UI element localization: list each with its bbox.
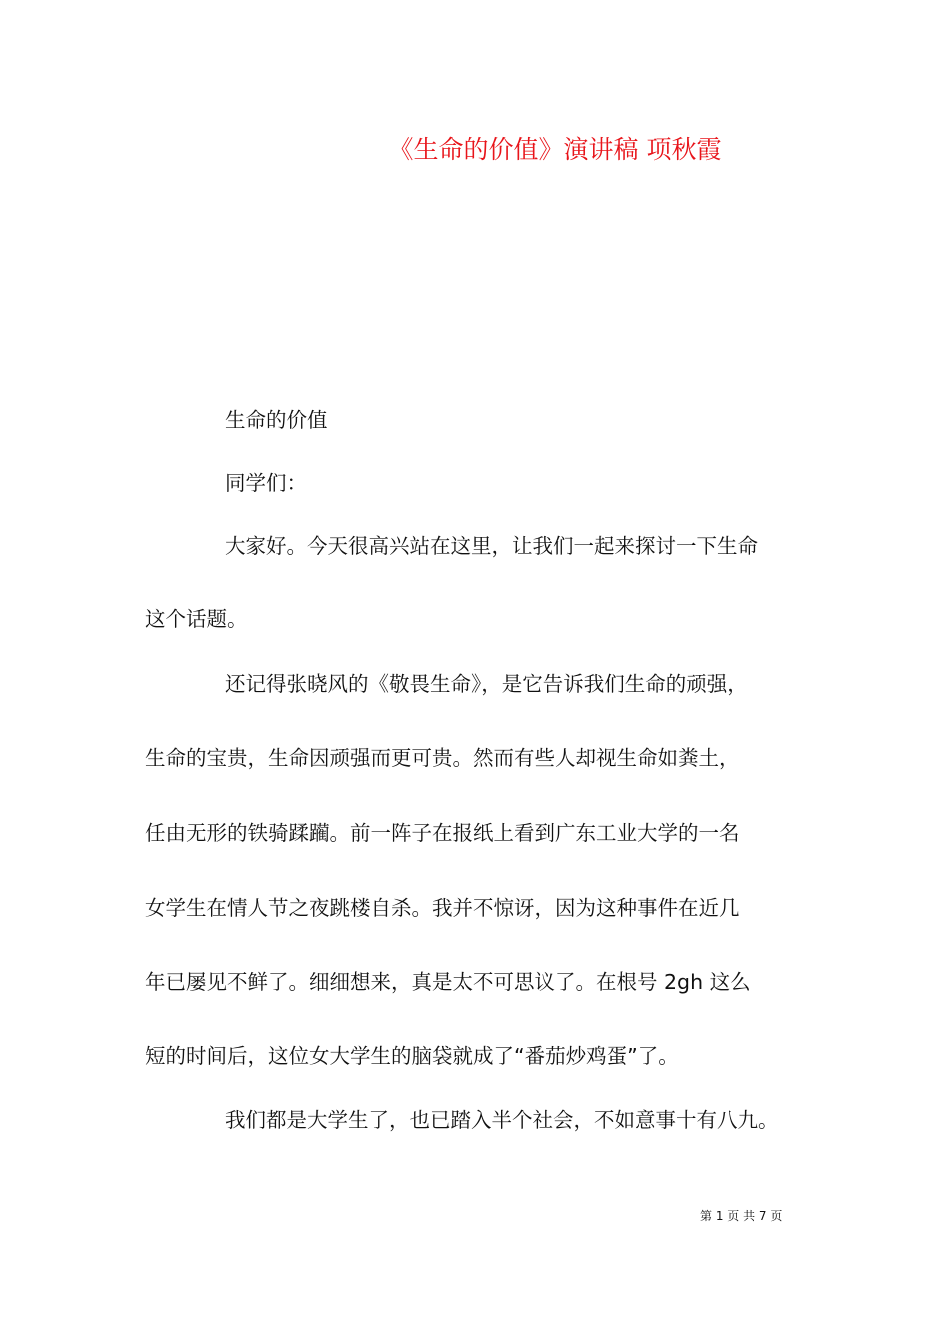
speech-heading: 生命的价值 bbox=[225, 408, 328, 432]
paragraph-line: 这个话题。 bbox=[145, 607, 248, 631]
paragraph-line: 年已屡见不鲜了。细细想来，真是太不可思议了。在根号 2gh 这么 bbox=[145, 970, 751, 994]
paragraph-line: 短的时间后，这位女大学生的脑袋就成了“番茄炒鸡蛋”了。 bbox=[145, 1044, 679, 1068]
page-number-footer: 第 1 页 共 7 页 bbox=[700, 1209, 783, 1223]
salutation: 同学们： bbox=[225, 471, 307, 495]
paragraph-line: 还记得张晓风的《敬畏生命》，是它告诉我们生命的顽强， bbox=[225, 672, 748, 696]
paragraph-line: 任由无形的铁骑蹂躏。前一阵子在报纸上看到广东工业大学的一名 bbox=[145, 821, 740, 845]
paragraph-line: 我们都是大学生了，也已踏入半个社会，不如意事十有八九。 bbox=[225, 1108, 779, 1132]
document-title: 《生命的价值》演讲稿 项秋霞 bbox=[388, 135, 722, 164]
paragraph-line: 女学生在情人节之夜跳楼自杀。我并不惊讶，因为这种事件在近几 bbox=[145, 896, 740, 920]
paragraph-line: 大家好。今天很高兴站在这里，让我们一起来探讨一下生命 bbox=[225, 534, 758, 558]
paragraph-line: 生命的宝贵，生命因顽强而更可贵。然而有些人却视生命如粪土， bbox=[145, 746, 740, 770]
